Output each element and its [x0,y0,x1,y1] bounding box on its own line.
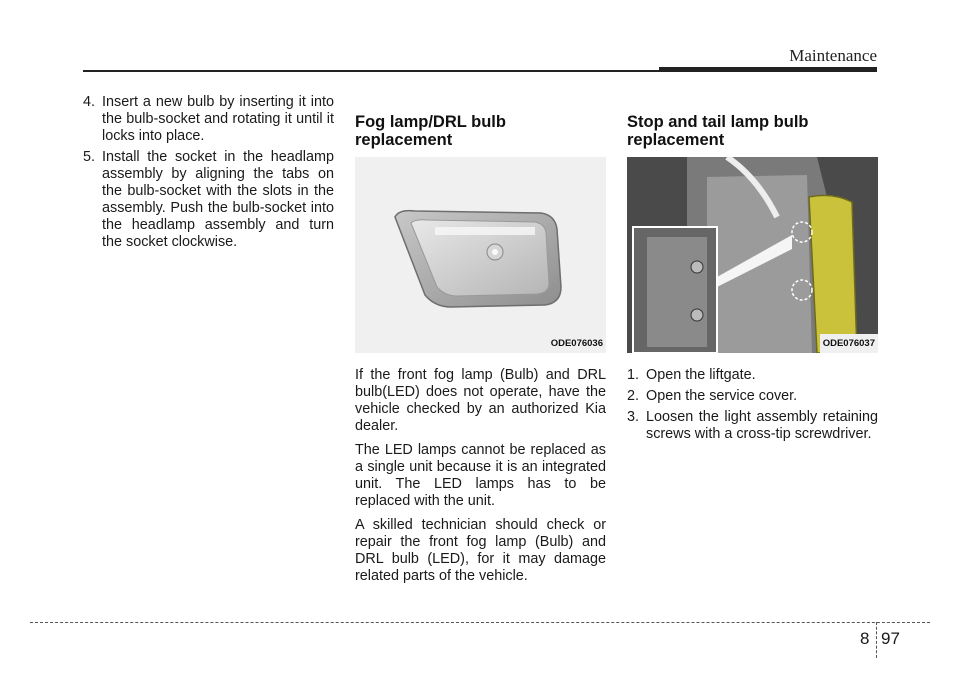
step-list [83,94,334,251]
step-list [627,367,878,443]
step-text: Loosen the light assembly retaining screws with a cross-tip screwdriver. [646,409,878,442]
step-number: 3. [627,409,640,425]
step-text: Install the socket in the headlamp assembly by aligning the tabs on the bulb-socket with the slots in the assembly. Push the bulb-socket into the headlamp assembly and turn the socket clockwise. [102,149,334,250]
chapter-number: 8 [860,629,870,648]
list-item [627,409,878,443]
footer-divider [876,622,877,658]
section-heading: Fog lamp/DRL bulb replacement [355,113,506,149]
header-rule-accent [659,67,877,72]
header-rule [83,70,659,72]
footer-rule [30,622,930,623]
body-paragraph: The LED lamps cannot be replaced as a single unit because it is an integrated unit. The LED lamps has to be replaced with the unit. [355,442,606,509]
step-number: 4. [83,94,96,110]
running-header-title: Maintenance [789,46,877,65]
section-heading: Stop and tail lamp bulb replacement [627,113,809,149]
step-text: Open the service cover. [646,388,798,404]
figure-caption: ODE076036 [548,334,606,353]
column-middle [355,113,606,592]
list-item [83,149,334,251]
body-paragraph: A skilled technician should check or repair the front fog lamp (Bulb) and DRL bulb (LED), for it may damage related parts of the vehicle. [355,517,606,584]
column-left [83,94,334,255]
tail-lamp-illustration [627,157,878,353]
list-item [83,94,334,145]
list-item [627,367,878,384]
tail-lamp-figure [627,157,878,353]
list-item [627,388,878,405]
column-right [627,113,878,447]
figure-caption: ODE076037 [820,334,878,353]
step-text: Open the liftgate. [646,367,756,383]
step-number: 5. [83,149,96,165]
body-paragraph: If the front fog lamp (Bulb) and DRL bulb(LED) does not operate, have the vehicle checked by an authorized Kia dealer. [355,367,606,434]
page-number: 97 [881,629,900,648]
step-number: 1. [627,367,640,383]
step-text: Insert a new bulb by inserting it into the bulb-socket and rotating it until it locks into place. [102,94,334,144]
step-number: 2. [627,388,640,404]
fog-lamp-figure [355,157,606,353]
fog-lamp-illustration [355,157,606,353]
